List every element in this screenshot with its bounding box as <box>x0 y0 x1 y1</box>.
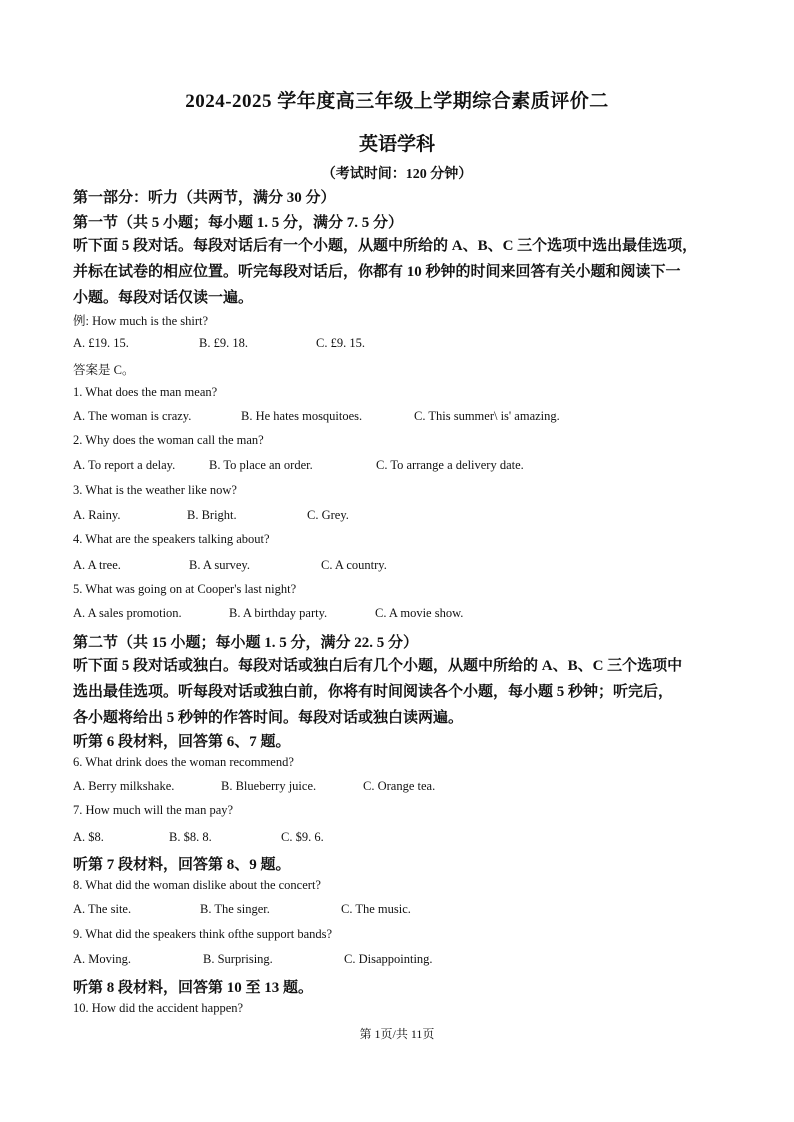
option-b: B. The singer. <box>200 902 270 916</box>
option-c: C. $9. 6. <box>281 830 324 844</box>
question-4: 4. What are the speakers talking about? <box>73 532 270 546</box>
question-3: 3. What is the weather like now? <box>73 483 237 497</box>
option-c: C. Orange tea. <box>363 779 436 793</box>
section1-heading: 第一节（共 5 小题；每小题 1. 5 分，满分 7. 5 分） <box>73 215 404 231</box>
option-c: C. A movie show. <box>375 606 464 620</box>
question-1: 1. What does the man mean? <box>73 385 218 399</box>
option-a: A. Berry milkshake. <box>73 779 175 793</box>
option-c: C. The music. <box>341 902 411 916</box>
option-b: B. A survey. <box>189 558 250 572</box>
option-a: A. $8. <box>73 830 104 844</box>
instruction-line: 选出最佳选项。听每段对话或独白前，你将有时间阅读各个小题，每小题 5 秒钟；听完后， <box>73 684 674 700</box>
material-6-heading: 听第 6 段材料，回答第 6、7 题。 <box>73 734 291 750</box>
option-a: A. A sales promotion. <box>73 606 182 620</box>
option-a: A. The woman is crazy. <box>73 409 192 423</box>
option-c: C. A country. <box>321 558 387 572</box>
option-c: C. Grey. <box>307 508 349 522</box>
section2-heading: 第二节（共 15 小题；每小题 1. 5 分，满分 22. 5 分） <box>73 635 419 651</box>
question-9-options <box>73 952 733 968</box>
question-7-options <box>73 830 733 846</box>
option-b: B. He hates mosquitoes. <box>241 409 363 423</box>
question-6-options <box>73 779 733 795</box>
example-options <box>73 336 733 352</box>
option-a: A. £19. 15. <box>73 336 129 350</box>
option-b: B. $8. 8. <box>169 830 212 844</box>
option-c: C. Disappointing. <box>344 952 433 966</box>
page-footer: 第 1页/共 11页 <box>359 1027 435 1041</box>
option-a: A. Moving. <box>73 952 131 966</box>
option-b: B. To place an order. <box>209 458 313 472</box>
option-c: C. To arrange a delivery date. <box>376 458 524 472</box>
question-6: 6. What drink does the woman recommend? <box>73 755 294 769</box>
question-5-options <box>73 606 733 622</box>
question-8-options <box>73 902 733 918</box>
option-b: B. Surprising. <box>203 952 273 966</box>
option-a: A. A tree. <box>73 558 121 572</box>
exam-time: （考试时间：120 分钟） <box>321 167 473 182</box>
example-question: 例: How much is the shirt? <box>73 314 209 328</box>
instruction-line: 听下面 5 段对话。每段对话后有一个小题，从题中所给的 A、B、C 三个选项中选出最佳选项， <box>73 238 698 254</box>
material-7-heading: 听第 7 段材料，回答第 8、9 题。 <box>73 857 291 873</box>
question-9: 9. What did the speakers think ofthe support bands? <box>73 927 333 941</box>
instruction-line: 小题。每段对话仅读一遍。 <box>73 290 254 306</box>
subject-title: 英语学科 <box>358 134 435 155</box>
question-1-options <box>73 409 733 425</box>
material-8-heading: 听第 8 段材料，回答第 10 至 13 题。 <box>73 980 314 996</box>
option-a: A. To report a delay. <box>73 458 176 472</box>
instruction-line: 并标在试卷的相应位置。听完每段对话后，你都有 10 秒钟的时间来回答有关小题和阅读下一 <box>73 264 681 280</box>
option-b: B. £9. 18. <box>199 336 248 350</box>
question-5: 5. What was going on at Cooper's last night? <box>73 582 297 596</box>
question-2: 2. Why does the woman call the man? <box>73 433 264 447</box>
option-b: B. A birthday party. <box>229 606 328 620</box>
option-a: A. Rainy. <box>73 508 121 522</box>
question-2-options <box>73 458 733 474</box>
option-c: C. £9. 15. <box>316 336 365 350</box>
exam-title: 2024-2025 学年度高三年级上学期综合素质评价二 <box>185 91 609 112</box>
question-3-options <box>73 508 733 524</box>
question-8: 8. What did the woman dislike about the concert? <box>73 878 321 892</box>
section1-instructions <box>73 233 733 311</box>
option-a: A. The site. <box>73 902 132 916</box>
example-answer: 答案是 C。 <box>73 363 135 377</box>
question-7: 7. How much will the man pay? <box>73 803 234 817</box>
question-4-options <box>73 558 733 574</box>
question-10: 10. How did the accident happen? <box>73 1001 244 1015</box>
instruction-line: 听下面 5 段对话或独白。每段对话或独白后有几个小题，从题中所给的 A、B、C 三个选项中 <box>73 658 683 674</box>
option-b: B. Bright. <box>187 508 237 522</box>
option-c: C. This summer\ is' amazing. <box>414 409 560 423</box>
section2-instructions <box>73 653 733 731</box>
part1-heading: 第一部分：听力（共两节，满分 30 分） <box>73 190 336 206</box>
option-b: B. Blueberry juice. <box>221 779 317 793</box>
instruction-line: 各小题将给出 5 秒钟的作答时间。每段对话或独白读两遍。 <box>73 710 464 726</box>
